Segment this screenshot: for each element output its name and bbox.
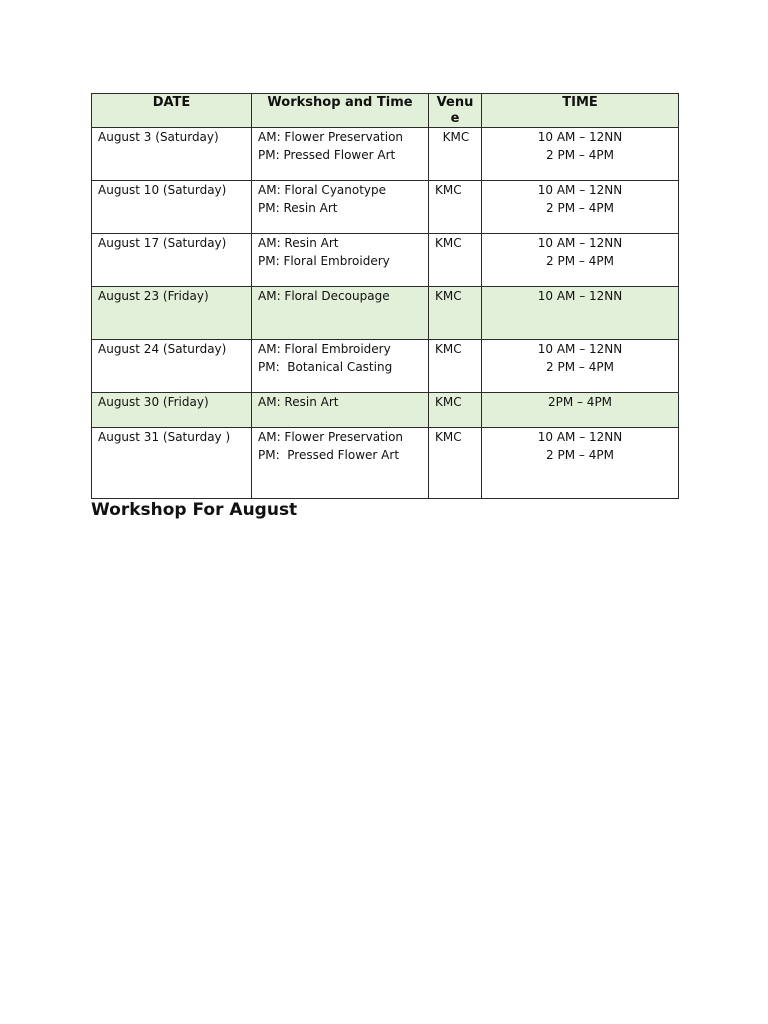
workshop-cell <box>252 428 429 499</box>
date-cell: August 30 (Friday) <box>92 393 252 428</box>
time-am: 10 AM – 12NN <box>537 130 623 144</box>
time-cell <box>482 181 679 234</box>
table-row <box>92 128 679 181</box>
workshop-pm: PM: Pressed Flower Art <box>258 148 396 162</box>
venue-cell <box>429 340 482 393</box>
time-am: 10 AM – 12NN <box>537 342 623 356</box>
time-am: 10 AM – 12NN <box>537 236 623 250</box>
workshop-cell <box>252 287 429 340</box>
time-cell <box>482 128 679 181</box>
venue-text: KMC <box>435 130 470 144</box>
venue-cell <box>429 287 482 340</box>
time-pm: 2 PM – 4PM <box>546 148 614 162</box>
venue-cell <box>429 181 482 234</box>
time-cell <box>482 234 679 287</box>
workshop-schedule-table <box>91 93 679 499</box>
date-cell: August 31 (Saturday ) <box>92 428 252 499</box>
table-row <box>92 340 679 393</box>
venue-text: KMC <box>435 342 462 356</box>
workshop-pm: PM: Botanical Casting <box>258 360 393 374</box>
workshop-cell <box>252 340 429 393</box>
date-cell: August 23 (Friday) <box>92 287 252 340</box>
workshop-cell <box>252 393 429 428</box>
time-cell <box>482 393 679 428</box>
workshop-pm: PM: Floral Embroidery <box>258 254 390 268</box>
header-date: DATE <box>92 94 252 128</box>
venue-text: KMC <box>435 395 462 409</box>
table-row <box>92 428 679 499</box>
header-venue <box>429 94 482 128</box>
venue-text: KMC <box>435 236 462 250</box>
time-pm: 2 PM – 4PM <box>546 360 614 374</box>
time-am: 10 AM – 12NN <box>537 289 623 303</box>
venue-cell <box>429 393 482 428</box>
workshop-cell <box>252 181 429 234</box>
venue-text: KMC <box>435 183 462 197</box>
workshop-am: AM: Floral Decoupage <box>258 289 390 303</box>
table-row <box>92 234 679 287</box>
time-cell <box>482 287 679 340</box>
time-pm: 2 PM – 4PM <box>546 254 614 268</box>
date-cell: August 3 (Saturday) <box>92 128 252 181</box>
workshop-am: AM: Resin Art <box>258 395 339 409</box>
time-pm: 2 PM – 4PM <box>546 448 614 462</box>
page-title: Workshop For August <box>91 500 298 520</box>
header-venue-line2: e <box>450 111 460 126</box>
venue-cell <box>429 428 482 499</box>
workshop-am: AM: Flower Preservation <box>258 430 404 444</box>
header-venue-line1: Venu <box>436 95 474 110</box>
date-cell: August 17 (Saturday) <box>92 234 252 287</box>
time-am: 10 AM – 12NN <box>537 183 623 197</box>
time-am: 2PM – 4PM <box>547 395 613 409</box>
workshop-am: AM: Flower Preservation <box>258 130 404 144</box>
workshop-pm: PM: Pressed Flower Art <box>258 448 400 462</box>
table-header-row <box>92 94 679 128</box>
table-row <box>92 181 679 234</box>
header-time: TIME <box>482 94 679 128</box>
table-row <box>92 393 679 428</box>
time-pm: 2 PM – 4PM <box>546 201 614 215</box>
venue-cell <box>429 234 482 287</box>
date-cell: August 10 (Saturday) <box>92 181 252 234</box>
workshop-am: AM: Floral Embroidery <box>258 342 391 356</box>
time-am: 10 AM – 12NN <box>537 430 623 444</box>
venue-cell <box>429 128 482 181</box>
workshop-am: AM: Floral Cyanotype <box>258 183 387 197</box>
venue-text: KMC <box>435 430 462 444</box>
workshop-cell <box>252 234 429 287</box>
workshop-pm: PM: Resin Art <box>258 201 338 215</box>
workshop-cell <box>252 128 429 181</box>
workshop-am: AM: Resin Art <box>258 236 339 250</box>
venue-text: KMC <box>435 289 462 303</box>
table-row <box>92 287 679 340</box>
time-cell <box>482 428 679 499</box>
header-workshop: Workshop and Time <box>252 94 429 128</box>
time-cell <box>482 340 679 393</box>
date-cell: August 24 (Saturday) <box>92 340 252 393</box>
